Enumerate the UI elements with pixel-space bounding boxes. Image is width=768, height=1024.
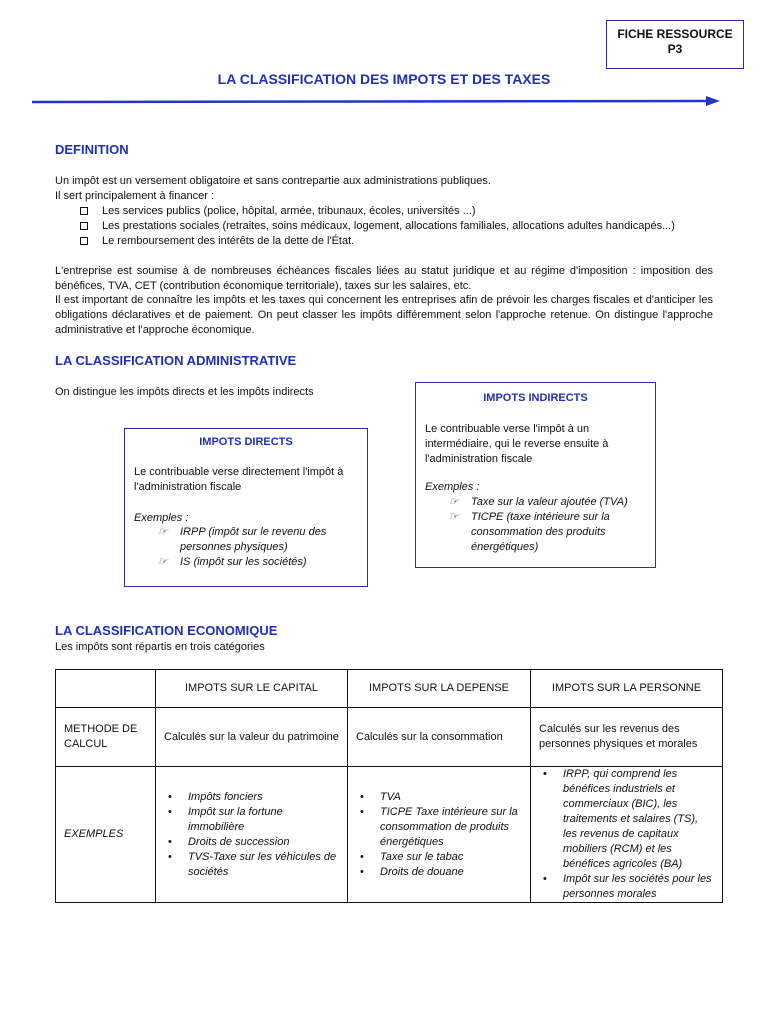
checkbox-square-icon xyxy=(80,237,88,245)
indirect-title: IMPOTS INDIRECTS xyxy=(483,392,588,404)
examples-capital xyxy=(164,790,339,880)
bullet-dot: • xyxy=(360,790,364,803)
list-item xyxy=(158,555,358,570)
header-personne: IMPOTS SUR LA PERSONNE xyxy=(531,670,723,708)
list-item xyxy=(356,865,522,880)
example-text: Taxe sur le tabac xyxy=(380,850,464,863)
list-item xyxy=(539,872,714,902)
definition-intro2: Il sert principalement à financer : xyxy=(55,190,214,202)
example-text: TVA xyxy=(380,790,401,803)
example-text: TICPE Taxe intérieure sur la consommation de produits énergétiques xyxy=(380,805,518,848)
method-personne: Calculés sur les revenus des personnes physiques et morales xyxy=(531,708,723,767)
list-item xyxy=(164,850,339,880)
list-item xyxy=(356,805,522,850)
header-depense: IMPOTS SUR LA DEPENSE xyxy=(348,670,531,708)
examples-label xyxy=(56,767,156,903)
definition-bullets xyxy=(80,204,740,249)
checkbox-square-icon xyxy=(80,207,88,215)
table-corner-cell xyxy=(56,670,156,708)
admin-heading: LA CLASSIFICATION ADMINISTRATIVE xyxy=(55,353,297,368)
examples-label-text: EXEMPLES xyxy=(64,828,124,840)
bullet-text: Le remboursement des intérêts de la dette de l'État. xyxy=(102,235,355,247)
bullet-text: Les services publics (police, hôpital, armée, tribunaux, écoles, universités ...) xyxy=(102,205,476,217)
example-text: TVS-Taxe sur les véhicules de sociétés xyxy=(188,850,337,878)
bullet-dot: • xyxy=(360,850,364,863)
list-item xyxy=(80,204,740,219)
direct-text: Le contribuable verse directement l'impôt à l'administration fiscale xyxy=(134,466,344,493)
definition-paragraph-1: L'entreprise est soumise à de nombreuses échéances fiscales liées au statut juridique et au régime d'imposition : imposition des bénéfices, TVA, CET (contribution économique territoriale), taxes sur les salaires, etc. xyxy=(55,265,713,292)
admin-intro: On distingue les impôts directs et les impôts indirects xyxy=(55,386,314,398)
bullet-dot: • xyxy=(543,768,547,780)
direct-examples-label: Exemples : xyxy=(134,512,189,524)
pointing-hand-icon: ☞ xyxy=(158,556,168,568)
example-text: IS (impôt sur les sociétés) xyxy=(180,556,307,568)
table-header-row xyxy=(56,670,723,708)
pointing-hand-icon: ☞ xyxy=(449,511,459,523)
direct-examples xyxy=(158,525,358,570)
badge-line2: P3 xyxy=(667,42,683,56)
example-text: IRPP (impôt sur le revenu des personnes physiques) xyxy=(180,526,327,553)
list-item xyxy=(449,495,644,510)
badge-line1: FICHE RESSOURCE xyxy=(617,27,733,41)
economic-classification-table xyxy=(55,669,723,903)
bullet-dot: • xyxy=(360,805,364,818)
bullet-dot: • xyxy=(360,865,364,878)
indirect-tax-box xyxy=(415,382,656,568)
list-item xyxy=(80,234,740,249)
bullet-dot: • xyxy=(543,873,547,885)
examples-depense-cell xyxy=(348,767,531,903)
bullet-dot: • xyxy=(168,790,172,803)
example-text: IRPP, qui comprend les bénéfices industriels et commerciaux (BIC), les traitements et salaires (TS), les revenus de capitaux mobiliers (RCM) et les bénéfices agricoles (BA) xyxy=(563,768,699,870)
example-text: Impôt sur les sociétés pour les personnes morales xyxy=(563,873,712,900)
examples-personne-cell xyxy=(531,767,723,903)
indirect-text: Le contribuable verse l'impôt à un intermédiaire, qui le reverse ensuite à l'administration fiscale xyxy=(425,423,609,465)
eco-heading: LA CLASSIFICATION ECONOMIQUE xyxy=(55,623,278,638)
examples-depense xyxy=(356,790,522,880)
example-text: TICPE (taxe intérieure sur la consommation des produits énergétiques) xyxy=(471,511,610,553)
direct-title: IMPOTS DIRECTS xyxy=(199,436,293,448)
page-title: LA CLASSIFICATION DES IMPOTS ET DES TAXES xyxy=(217,71,551,87)
list-item xyxy=(164,805,339,835)
direct-tax-box xyxy=(124,428,368,587)
indirect-examples xyxy=(449,495,644,555)
indirect-examples-label: Exemples : xyxy=(425,481,480,493)
list-item xyxy=(449,510,644,555)
pointing-hand-icon: ☞ xyxy=(158,526,168,538)
bullet-dot: • xyxy=(168,805,172,818)
list-item xyxy=(356,850,522,865)
example-text: Impôt sur la fortune immobilière xyxy=(188,805,283,833)
method-capital: Calculés sur la valeur du patrimoine xyxy=(156,708,348,767)
table-row xyxy=(56,708,723,767)
list-item xyxy=(164,835,339,850)
bullet-dot: • xyxy=(168,835,172,848)
example-text: Droits de douane xyxy=(380,865,464,878)
definition-paragraph-2: Il est important de connaître les impôts et les taxes qui concernent les entreprises afin de prévoir les charges fiscales et d'anticiper les obligations déclaratives et de paiement. On peut classer les impôts différemment selon l'approche retenue. On distingue l'approche administrative et l'approche économique. xyxy=(55,294,713,336)
method-depense: Calculés sur la consommation xyxy=(348,708,531,767)
eco-intro: Les impôts sont répartis en trois catégories xyxy=(55,641,265,653)
definition-heading: DEFINITION xyxy=(55,142,129,157)
pointing-hand-icon: ☞ xyxy=(449,496,459,508)
examples-capital-cell xyxy=(156,767,348,903)
checkbox-square-icon xyxy=(80,222,88,230)
fiche-ressource-badge xyxy=(606,20,744,69)
example-text: Droits de succession xyxy=(188,835,290,848)
example-text: Taxe sur la valeur ajoutée (TVA) xyxy=(471,496,628,508)
table-row xyxy=(56,767,723,903)
list-item xyxy=(539,767,714,872)
method-label: METHODE DE CALCUL xyxy=(56,708,156,767)
definition-intro1: Un impôt est un versement obligatoire et sans contrepartie aux administrations publiques. xyxy=(55,175,491,187)
header-capital: IMPOTS SUR LE CAPITAL xyxy=(156,670,348,708)
list-item xyxy=(164,790,339,805)
examples-personne xyxy=(539,767,714,902)
example-text: Impôts fonciers xyxy=(188,790,263,803)
list-item xyxy=(356,790,522,805)
bullet-dot: • xyxy=(168,850,172,863)
list-item xyxy=(158,525,358,555)
list-item xyxy=(80,219,740,234)
title-arrow xyxy=(30,94,722,108)
bullet-text: Les prestations sociales (retraites, soins médicaux, logement, allocations familiales, allocations adultes handicapés...) xyxy=(102,220,675,232)
